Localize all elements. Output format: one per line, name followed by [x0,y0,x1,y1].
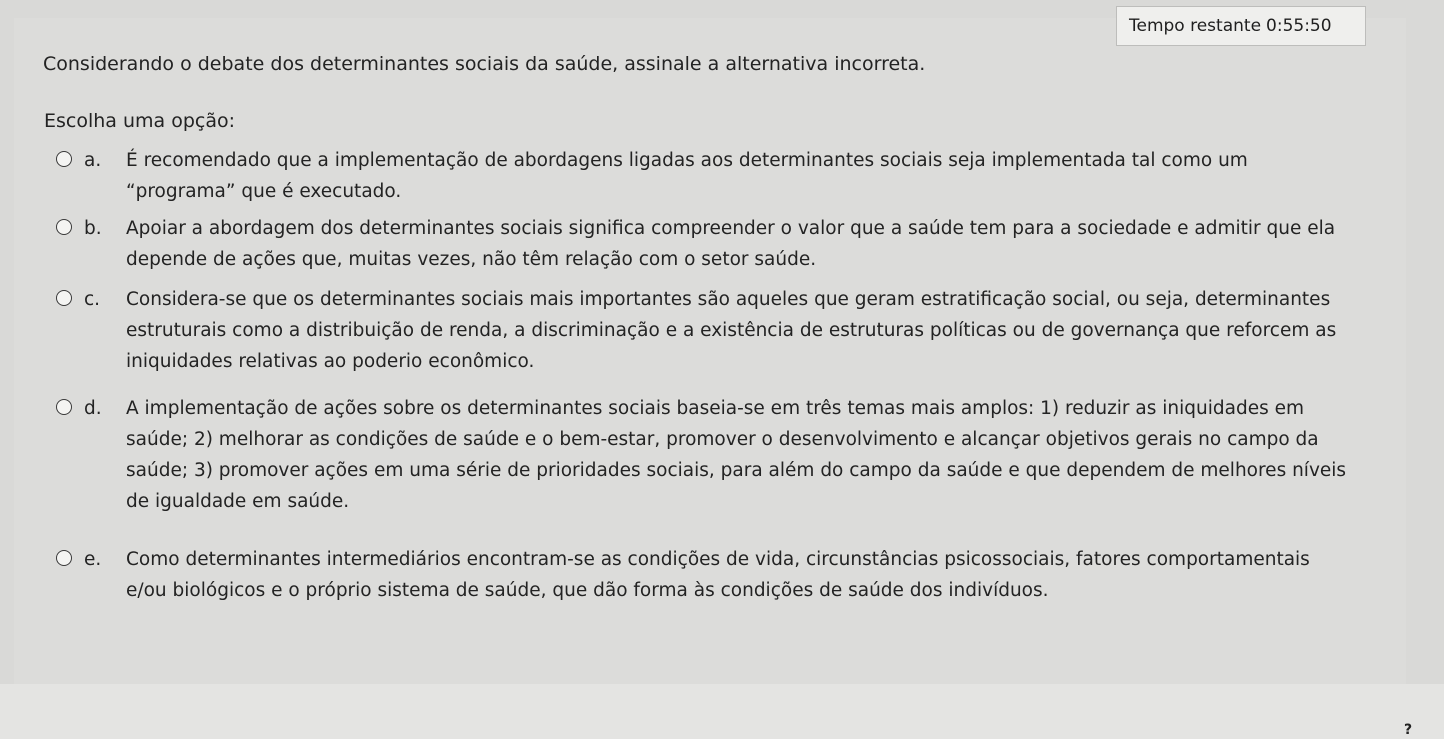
option-b-text[interactable]: Apoiar a abordagem dos determinantes sociais significa compreender o valor que a saúde tem para a sociedade e admitir que ela depende de ações que, muitas vezes, não têm relação com o setor saúde. [126,218,1336,270]
option-a-text[interactable]: É recomendado que a implementação de abordagens ligadas aos determinantes sociais seja implementada tal como um “programa” que é executado. [126,150,1248,202]
option-a-letter: a. [84,150,102,171]
option-d-text[interactable]: A implementação de ações sobre os determinantes sociais baseia-se em três temas mais amplos: 1) reduzir as iniquidades em saúde; 2) melhorar as condições de saúde e o bem-estar, promover o desenvolvimento e alcançar objetivos gerais no campo da saúde; 3) promover ações em uma série de prioridades sociais, para além do campo da saúde e que dependem de melhores níveis de igualdade em saúde. [126,398,1347,512]
option-e[interactable] [56,544,1376,606]
option-c-letter: c. [84,289,101,310]
timer-box [1116,6,1366,46]
timer-value: 0:55:50 [1266,16,1332,36]
footer-area [0,684,1444,739]
option-c-text[interactable]: Considera-se que os determinantes sociais mais importantes são aqueles que geram estratificação social, ou seja, determinantes estruturais como a distribuição de renda, a discriminação e a existência de estruturas políticas ou de governança que reforcem as iniquidades relativas ao poderio econômico. [126,289,1337,372]
option-b[interactable] [56,213,1376,275]
option-d-letter: d. [84,398,102,419]
choose-option-prompt: Escolha uma opção: [44,110,236,132]
option-e-letter: e. [84,549,102,570]
option-c-radio[interactable] [56,290,72,306]
question-text: Considerando o debate dos determinantes sociais da saúde, assinale a alternativa incorreta. [43,53,926,75]
timer-label: Tempo restante [1129,16,1262,36]
option-d[interactable] [56,393,1376,517]
option-a-radio[interactable] [56,151,72,167]
option-b-radio[interactable] [56,219,72,235]
option-d-radio[interactable] [56,399,72,415]
help-icon[interactable]: ? [1404,722,1413,738]
option-b-letter: b. [84,218,102,239]
option-e-text[interactable]: Como determinantes intermediários encontram-se as condições de vida, circunstâncias psicossociais, fatores comportamentais e/ou biológicos e o próprio sistema de saúde, que dão forma às condições de saúde dos indivíduos. [126,549,1310,601]
option-e-radio[interactable] [56,550,72,566]
option-c[interactable] [56,284,1376,377]
option-a[interactable] [56,145,1376,207]
